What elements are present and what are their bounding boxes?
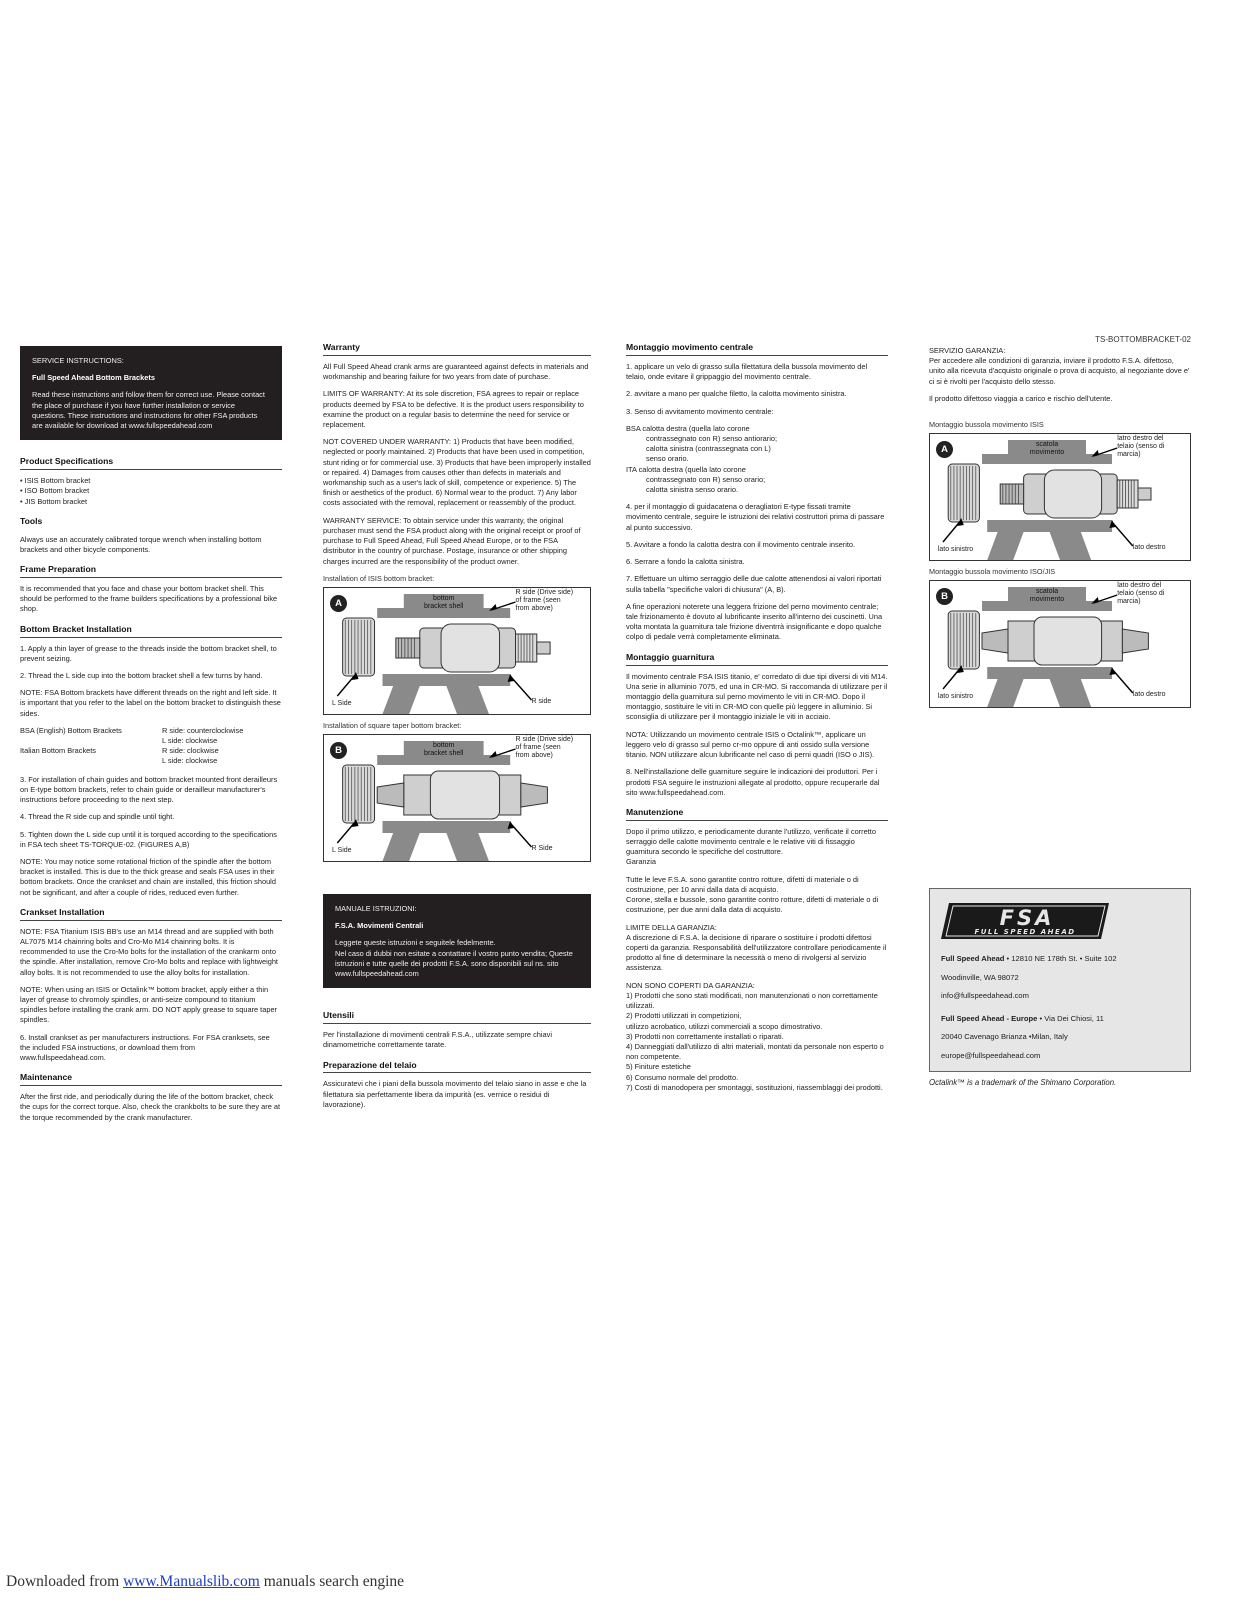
fsa-logo bbox=[941, 901, 1111, 941]
paragraph: NOT COVERED UNDER WARRANTY: 1) Products that have been modified, neglected or poorly maintained. 2) Products that have been used in competition, stunt riding or for commercial use. 3) Products that have been improperly installed or repaired. 4) Damages from causes other than defects in materials and workmanship such as a user's lack of skill, competence or experience. 5) The finish or aesthetics of the product. 6) Normal wear to the product. 7) Any labor costs associated with the removal, replacement or reassembly of the product. bbox=[323, 437, 591, 508]
figure-b-square-taper-diagram bbox=[323, 734, 591, 862]
paragraph: A fine operazioni noterete una leggera frizione del perno movimento centrale; tale frizionamento è dovuto al lubrificante inserito all'interno dei cuscinetti. Una volta montata la guarnitura tale frizione diventrrà insignificante e dopo qualche colpo di pedale verrà completamente eliminata. bbox=[626, 601, 883, 642]
figure-b-caption: Installation of square taper bottom bracket: bbox=[323, 720, 462, 730]
figure-badge: B bbox=[330, 742, 347, 759]
paragraph: 4. per il montaggio di guidacatena o deragliatori E-type fissati tramite movimento centrale, seguire le istruzioni dei relativi costruttori prima di passare al punto successivo. bbox=[626, 502, 885, 532]
spec-item: • ISIS Bottom bracket bbox=[20, 476, 91, 486]
us-company: Full Speed Ahead bbox=[941, 954, 1005, 964]
paragraph: WARRANTY SERVICE: To obtain service under this warranty, the original purchaser must send the FSA product along with the original receipt or proof of purchase to Full Speed Ahead, Full Speed Ahead Europe, or to the FSA distributor in the country of purchase. Postage, insurance or other shipping charges incurred are the responsibility of the product owner. bbox=[323, 515, 581, 566]
right-frame-label: R side (Drive side) of frame (seen from above) bbox=[515, 588, 574, 612]
spec-heading: Product Specifications bbox=[20, 456, 282, 470]
right-side-label: R side bbox=[531, 697, 552, 705]
figure-ia-isis-diagram bbox=[929, 433, 1191, 561]
paragraph: 1. applicare un velo di grasso sulla filettatura della bussola movimento del telaio, onde evitare il grippaggio del movimento centrale. bbox=[626, 361, 868, 382]
tools-heading: Tools bbox=[20, 515, 43, 526]
shell-label: bottom bracket shell bbox=[424, 594, 464, 610]
paragraph: 7. Effettuare un ultimo serraggio delle due calotte attenendosi ai valori riportati sulla tabella "specifiche valori di chiusura" (A, B). bbox=[626, 574, 882, 594]
paragraph: 3. For installation of chain guides and bottom bracket mounted front derailleurs on E-type bottom brackets, refer to chain guide or derailleur manufacturer's instructions before proceeding to the next step. bbox=[20, 774, 278, 805]
us-city: Woodinville, WA 98072 bbox=[941, 972, 1019, 982]
paragraph: Il movimento centrale FSA ISIS titanio, e' corredato di due tipi diversi di viti M14. Una serie in alluminio 7075, ed una in CR-MO. Si raccomanda di utilizzare per il montaggio della guarnitura sul perno movimento le viti in CR-MO. Dopo il montaggio, sostituire le viti in CR-MO con quelle più leggere in alluminio. Si sconsiglia di utilizzare per il montaggio iniziale le viti in acciaio. bbox=[626, 671, 888, 722]
line: ITA calotta destra (quella lato corone bbox=[626, 464, 746, 474]
contact-box bbox=[929, 888, 1191, 1072]
line: BSA calotta destra (quella lato corone bbox=[626, 423, 750, 433]
bsa-label: BSA (English) Bottom Brackets bbox=[20, 725, 122, 735]
ita-label: Italian Bottom Brackets bbox=[20, 746, 96, 756]
preparazione-heading: Preparazione del telaio bbox=[323, 1060, 591, 1074]
column-english-2 bbox=[323, 342, 591, 1117]
bsa-value: R side: counterclockwise L side: clockwise bbox=[162, 725, 244, 746]
right-frame-label: latro destro del telaio (senso di marcia) bbox=[1117, 435, 1165, 459]
right-side-label: lato destro bbox=[1132, 544, 1166, 552]
right-side-label: R Side bbox=[531, 844, 553, 852]
paragraph: 4. Thread the R side cup and spindle until tight. bbox=[20, 812, 175, 822]
frame-text: It is recommended that you face and chase your bottom bracket shell. This should be performed to the frame builders specifications by a professional bike shop. bbox=[20, 583, 278, 614]
line: contrassegnato con R) senso orario; bbox=[646, 474, 766, 484]
paragraph: 2. avvitare a mano per qualche filetto, la calotta movimento sinistra. bbox=[626, 389, 847, 399]
figure-a-caption: Installation of ISIS bottom bracket: bbox=[323, 573, 435, 583]
left-side-label: L Side bbox=[331, 699, 352, 707]
right-frame-label: R side (Drive side) of frame (seen from above) bbox=[515, 735, 574, 760]
paragraph: NOTE: FSA Bottom brackets have different threads on the right and left side. It is important that you refer to the label on the bottom bracket to distinguish these sides. bbox=[20, 688, 281, 718]
utensili-text: Per l'installazione di movimenti centrali F.S.A., utilizzate sempre chiavi dinamometriche correttamente tarate. bbox=[323, 1030, 552, 1050]
crankset-heading: Crankset Installation bbox=[20, 907, 282, 921]
line: calotta sinistra senso orario. bbox=[646, 485, 739, 495]
spec-list bbox=[20, 476, 282, 507]
paragraph: 3. Senso di avvitamento movimento centrale: bbox=[626, 406, 774, 416]
spec-item: • JIS Bottom bracket bbox=[20, 496, 88, 506]
guarnitura-heading: Montaggio guarnitura bbox=[626, 652, 888, 666]
line: calotta sinistra (contrassegnata con L) bbox=[646, 444, 771, 454]
paragraph: LIMITE DELLA GARANZIA: A discrezione di F.S.A. la decisione di riparare o sostituire i prodotti difettosi coperti da garanzia. Responsabilità dell'utilizzatore controllare periodicamente il prodotto al fine di determinare la necessità o meno di rivolgersi al servizio assistenza. bbox=[626, 922, 887, 973]
left-side-label: L Side bbox=[331, 846, 352, 854]
paragraph: 2. Thread the L side cup into the bottom bracket shell a few turns by hand. bbox=[20, 670, 263, 680]
paragraph: NOTE: You may notice some rotational friction of the spindle after the bottom bracket is installed. This is due to the thick grease and seals FSA uses in their bottom brackets. Once the crankset and chain are installed, this friction should not be significant, and after a couple of rides, reduced even further. bbox=[20, 857, 276, 897]
figure-ib-caption: Montaggio bussola movimento ISO/JIS bbox=[929, 567, 1056, 577]
paragraph: 6. Install crankset as per manufacturers instructions. For FSA cranksets, see the included FSA instructions, or download them from www.fullspeedahead.com. bbox=[20, 1032, 270, 1063]
paragraph: LIMITS OF WARRANTY: At its sole discretion, FSA agrees to repair or replace products deemed by FSA to be defective. It is the product users responsibility to examine the product on a regular basis to determine the need for service or replacement. bbox=[323, 389, 584, 429]
utensili-heading: Utensili bbox=[323, 1010, 591, 1024]
service-text: Read these instructions and follow them for correct use. Please contact the place of purchase if you have further installation or service questions. These instructions and instructions for other FSA products are available for download at www.fullspeedahead.com bbox=[32, 390, 265, 431]
frame-heading: Frame Preparation bbox=[20, 564, 282, 578]
spec-item: • ISO Bottom bracket bbox=[20, 486, 90, 496]
column-english-1 bbox=[20, 346, 282, 1130]
paragraph: NON SONO COPERTI DA GARANZIA: 1) Prodotti che sono stati modificati, non manutenzionati o non correttamente utilizzati. 2) Prodotti utilizzati in competizioni, utilizzo acrobatico, utilizzi commerciali a scopo dimostrativo. 3) Prodotti non correttamente installati o riparati. 4) Danneggiati dall'utilizzo di altri materiali, montati da personale non esperto o non competente. 5) Finiture estetiche 6) Consumo normale del prodotto. 7) Costi di manodopera per smontaggi, sostituzioni, riassemblaggi dei prodotti. bbox=[626, 980, 884, 1092]
figure-a-isis-diagram bbox=[323, 587, 591, 715]
figure-ia-caption: Montaggio bussola movimento ISIS bbox=[929, 420, 1044, 430]
thread-direction-table bbox=[20, 726, 282, 767]
maintenance-text: After the first ride, and periodically during the life of the bottom bracket, check the cups for the correct torque. Also, check the crankbolts to be sure they are at the torque recommended by the crank manufacturer. bbox=[20, 1092, 281, 1122]
paragraph: 5. Tighten down the L side cup until it is torqued according to the specifications in FSA tech sheet TS-TORQUE-02. (FIGURES A,B) bbox=[20, 829, 277, 849]
paragraph: NOTE: When using an ISIS or Octalink™ bottom bracket, apply either a thin layer of grease to chromoly spindles, or anti-seize compound to titanium spindles before installing the crank arm. DO NOT apply grease to square taper spindles. bbox=[20, 984, 278, 1025]
manuale-label: MANUALE ISTRUZIONI: bbox=[335, 903, 417, 913]
logo-tagline: FULL SPEED AHEAD bbox=[974, 928, 1076, 937]
paragraph: Dopo il primo utilizzo, e periodicamente durante l'utilizzo, verificate il corretto serraggio delle calotte movimento centrale e le relative viti di fissaggio guarnitura secondo le specifiche del costruttore. Garanzia bbox=[626, 826, 876, 867]
column-italian-2 bbox=[929, 346, 1191, 1089]
paragraph: Il prodotto difettoso viaggia a carico e rischio dell'utente. bbox=[929, 393, 1113, 403]
servizio-garanzia: SERVIZIO GARANZIA: Per accedere alle condizioni di garanzia, inviare il prodotto F.S.A. difettoso, unito alla ricevuta d'acquisto originale o prova di acquisto, al negoziante dove e' ci si è rivolti per l'acquisto dello stesso. bbox=[929, 346, 1190, 386]
right-side-label: lato destro bbox=[1132, 691, 1166, 699]
figure-badge: A bbox=[330, 595, 347, 612]
us-email[interactable]: info@fullspeedahead.com bbox=[941, 991, 1029, 1001]
service-label: SERVICE INSTRUCTIONS: bbox=[32, 356, 124, 365]
shell-label: bottom bracket shell bbox=[424, 741, 464, 757]
line: senso orario. bbox=[646, 454, 689, 464]
eu-email[interactable]: europe@fullspeedahead.com bbox=[941, 1050, 1041, 1060]
paragraph: 6. Serrare a fondo la calotta sinistra. bbox=[626, 557, 745, 567]
line: contrassegnato con R) senso antiorario; bbox=[646, 433, 778, 443]
service-instructions-box bbox=[20, 346, 282, 440]
footer-suffix: manuals search engine bbox=[259, 1573, 405, 1590]
paragraph: 8. Nell'installazione delle guarniture seguire le indicazioni dei produttori. Per i prodotti FSA seguire le instruzioni allegate al prodotto, oppure recuperarle dal sito www.fullspeedahead.com. bbox=[626, 767, 880, 797]
manutenzione-heading: Manutenzione bbox=[626, 807, 888, 821]
montaggio-heading: Montaggio movimento centrale bbox=[626, 342, 888, 356]
figure-ib-iso-jis-diagram bbox=[929, 580, 1191, 708]
eu-address: • Via Dei Chiosi, 11 bbox=[1037, 1013, 1104, 1023]
right-frame-label: lato destro del telaio (senso di marcia) bbox=[1117, 582, 1165, 606]
paragraph: All Full Speed Ahead crank arms are guaranteed against defects in materials and workmanship and bearing failure for two years from date of purchase. bbox=[323, 361, 589, 382]
manualslib-link[interactable]: www.Manualslib.com bbox=[123, 1573, 260, 1590]
paragraph: 5. Avvitare a fondo la calotta destra con il movimento centrale inserito. bbox=[626, 539, 856, 549]
warranty-heading: Warranty bbox=[323, 342, 591, 356]
shell-label: scatola movimento bbox=[1029, 441, 1065, 457]
eu-company: Full Speed Ahead - Europe bbox=[941, 1013, 1038, 1023]
maintenance-heading: Maintenance bbox=[20, 1072, 282, 1086]
paragraph: Tutte le leve F.S.A. sono garantite contro rotture, difetti di materiale o di costruzione, per 10 anni dalla data di acquisto. Corone, stella e bussole, sono garantite contro rotture, difetti di materiale o di costruzione, per due anni dalla data di acquisto. bbox=[626, 874, 879, 915]
document-number: TS-BOTTOMBRACKET-02 bbox=[1095, 335, 1191, 344]
us-address: • 12810 NE 178th St. • Suite 102 bbox=[1004, 954, 1117, 964]
shell-label: scatola movimento bbox=[1029, 588, 1065, 604]
ita-value: R side: clockwise L side: clockwise bbox=[162, 746, 219, 766]
bb-install-heading: Bottom Bracket Installation bbox=[20, 624, 282, 638]
paragraph: NOTA: Utilizzando un movimento centrale ISIS o Octalink™, applicare un leggero velo di grasso sul perno cr-mo oppure di anti ossido sulla versione titanio. NON utilizzare alcun lubrificante nel caso di perni quadri (ISO o JIS). bbox=[626, 729, 875, 760]
tools-text: Always use an accurately calibrated torque wrench when installing bottom brackets and other bicycle components. bbox=[20, 534, 262, 554]
manuale-istruzioni-box bbox=[323, 894, 591, 988]
paragraph: 1. Apply a thin layer of grease to the threads inside the bottom bracket shell, to prevent seizing. bbox=[20, 643, 277, 663]
eu-city: 20040 Cavenago Brianza •Milan, Italy bbox=[941, 1032, 1068, 1042]
paragraph: NOTE: FSA Titanium ISIS BB's use an M14 thread and are supplied with both AL7075 M14 chainring bolts and Cro-Mo M14 chainring bolts. It is recommended to use the Cro-Mo bolts for the installation of the crankarm onto the spindle. After installation, remove Cro-Mo bolts and replace with lightweight alloy bolts. It is not recommended to use the alloy bolts for installation. bbox=[20, 926, 278, 977]
preparazione-text: Assicuratevi che i piani della bussola movimento del telaio siano in asse e che la filettatura sia perfettamente libera da impurità (es. vernice o residui di lavorazione). bbox=[323, 1079, 587, 1109]
footer-prefix: Downloaded from bbox=[6, 1573, 124, 1590]
column-italian-1 bbox=[626, 342, 888, 1100]
figure-badge: A bbox=[936, 441, 953, 458]
download-footer bbox=[6, 1571, 404, 1592]
left-side-label: lato sinistro bbox=[937, 693, 974, 701]
thread-direction-list bbox=[626, 424, 888, 496]
manuale-title: F.S.A. Movimenti Centrali bbox=[335, 921, 424, 931]
logo-brand: FSA bbox=[999, 906, 1055, 931]
service-title: Full Speed Ahead Bottom Brackets bbox=[32, 373, 155, 383]
figure-badge: B bbox=[936, 588, 953, 605]
trademark-note: Octalink™ is a trademark of the Shimano Corporation. bbox=[929, 1078, 1117, 1088]
manuale-text: Leggete queste istruzioni e seguitele fedelmente. Nel caso di dubbi non esitate a contattare il vostro punto vendita; Queste istruzioni e tutte quelle dei prodotti F.S.A. sono disponibili sul ns. sito www.fullspeedahead.com bbox=[335, 938, 573, 979]
left-side-label: lato sinistro bbox=[937, 546, 974, 554]
